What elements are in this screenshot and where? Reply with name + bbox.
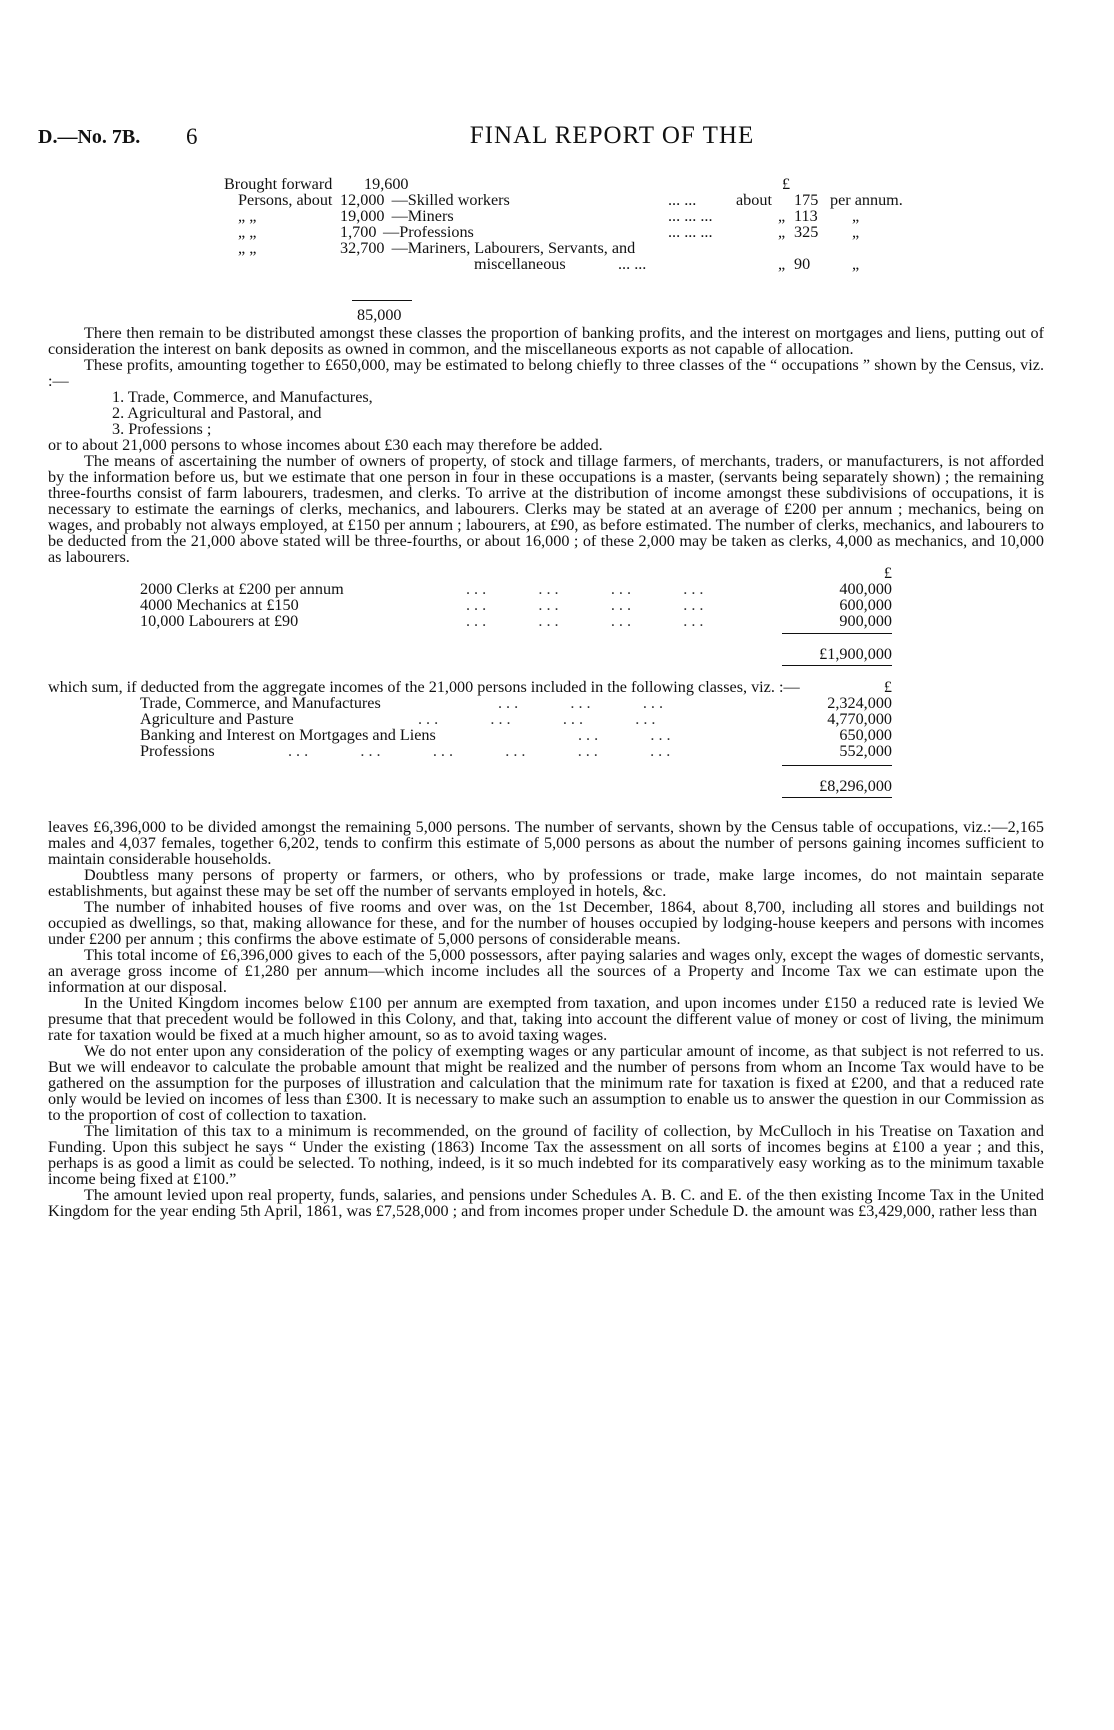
row-amount: 2,324,000	[827, 694, 892, 712]
brought-forward-value: 19,600	[364, 175, 409, 193]
row-amount: 90	[794, 255, 811, 273]
sum-rule	[782, 797, 892, 798]
table-row	[188, 208, 1044, 224]
paragraph: We do not enter upon any consideration of the policy of exempting wages or any particular amount of income, as that subject is not referred to us. But we will endeavor to calculate the probable amount that might be realized and the number of persons from whom an Income Tax would have to be gathered on the assumption for the purposes of illustration and calculation that the minimum rate for taxation is fixed at £200, and that a reduced rate only would be levied on incomes of less than £300. It is necessary to make such an assumption to enable us to answer the question in our Commission as to the proportion of cost of collection to taxation.	[48, 1042, 1044, 1124]
row-count: 1,700	[340, 223, 377, 241]
table-row	[48, 711, 1044, 727]
row-prefix: „ „	[238, 207, 257, 225]
leader-dots: ... ...	[668, 191, 697, 209]
leader-dots: ... ... ... ...	[466, 596, 708, 614]
row-description: —Miners	[391, 207, 454, 225]
paragraph: The amount levied upon real property, funds, salaries, and pensions under Schedules A. B. C. and E. of the then existing Income Tax in the United Kingdom for the year ending 5th April, 1861, was £7,528,000 ; and from incomes proper under Schedule D. the amount was £3,429,000, rather less than	[48, 1186, 1044, 1220]
table-row	[48, 695, 1044, 711]
paragraph: These profits, amounting together to £650,000, may be estimated to belong chiefly to three classes of the “ occupations ” shown by the Census, viz. :—	[48, 356, 1044, 390]
currency-header: £	[883, 564, 892, 582]
table-row	[48, 727, 1044, 743]
table-row	[188, 224, 1044, 240]
row-count: 12,000	[340, 191, 385, 209]
row-amount: 900,000	[839, 612, 892, 630]
row-label: Banking and Interest on Mortgages and Liens	[140, 726, 436, 744]
paragraph: There then remain to be distributed amongst these classes the proportion of banking profits, and the interest on mortgages and liens, putting out of consideration the interest on bank deposits as owned in common, and the miscellaneous exports as not capable of allocation.	[48, 324, 1044, 358]
leader-dots: ... ... ...	[498, 694, 667, 712]
forward-total	[188, 307, 1044, 323]
total-amount: £8,296,000	[819, 777, 892, 795]
list-item: 3. Professions ;	[112, 420, 212, 438]
leader-dots: ... ... ... ... ... ...	[288, 742, 675, 760]
row-unit: per annum.	[830, 191, 903, 209]
paragraph: The means of ascertaining the number of owners of property, of stock and tillage farmers, of merchants, traders, or manufacturers, is not afforded by the information before us, but we estimate that one person in four in these occupations is a master, (servants being separately shown) ; the remaining three-fourths consist of farm labourers, tradesmen, and clerks. To arrive at the distribution of income amongst these subdivisions of occupations, it is necessary to estimate the earnings of clerks, mechanics, and labourers. Clerks may be stated at an average of £200 per annum ; mechanics, being on wages, and probably not always employed, at £150 per annum ; labourers, at £90, as before estimated. The number of clerks, mechanics, and labourers to be deducted from the 21,000 above stated will be three-fourths, or about 16,000 ; of these 2,000 may be taken as clerks, 4,000 as mechanics, and 10,000 as labourers.	[48, 452, 1044, 566]
row-about: „	[778, 223, 786, 241]
row-about: about	[736, 191, 772, 209]
row-amount: 113	[794, 207, 818, 225]
row-prefix: Persons, about	[238, 191, 333, 209]
row-description: —Professions	[383, 223, 474, 241]
page-title: FINAL REPORT OF THE	[469, 122, 755, 149]
row-unit: „	[852, 255, 860, 273]
total-rule	[352, 300, 412, 301]
table-total	[48, 629, 1044, 673]
leader-dots: ... ... ... ...	[466, 580, 708, 598]
row-description: —Skilled workers	[391, 191, 510, 209]
table-row	[48, 743, 1044, 759]
row-description: miscellaneous	[474, 255, 566, 273]
paragraph: The limitation of this tax to a minimum is recommended, on the ground of facility of collection, by McCulloch in his Treatise on Taxation and Funding. Upon this subject he says “ Under the existing (1863) Income Tax the assessment on all sorts of incomes begins at £100 a year ; and this, perhaps is as good a limit as could be selected. To nothing, indeed, is it so much indebted for its comparatively easy working as to the minimum taxable income being fixed at £100.”	[48, 1122, 1044, 1188]
row-count: 19,000	[340, 207, 385, 225]
list-item: 1. Trade, Commerce, and Manufactures,	[112, 388, 373, 406]
table-row	[188, 192, 1044, 208]
row-label: Agriculture and Pasture	[140, 710, 294, 728]
classes-list	[48, 389, 1044, 437]
row-description: —Mariners, Labourers, Servants, and	[391, 239, 636, 257]
list-item: 2. Agricultural and Pastoral, and	[112, 404, 322, 422]
row-label: 4000 Mechanics at £150	[140, 596, 299, 614]
total-amount: £1,900,000	[819, 645, 892, 663]
paragraph: Doubtless many persons of property or farmers, or others, who by professions or trade, make large incomes, do not maintain separate establishments, but against these may be set off the number of servants employed in hotels, &c.	[48, 866, 1044, 900]
paragraph: which sum, if deducted from the aggregate incomes of the 21,000 persons included in the following classes, viz. :—	[48, 678, 800, 696]
row-label: Trade, Commerce, and Manufactures	[140, 694, 381, 712]
row-unit: „	[852, 223, 860, 241]
classes-table	[48, 679, 1044, 805]
row-amount: 600,000	[839, 596, 892, 614]
row-amount: 400,000	[839, 580, 892, 598]
leader-dots: ... ... ... ...	[418, 710, 660, 728]
row-label: 2000 Clerks at £200 per annum	[140, 580, 344, 598]
forward-total-value: 85,000	[357, 306, 402, 324]
row-label: 10,000 Labourers at £90	[140, 612, 299, 630]
row-prefix: „ „	[238, 239, 257, 257]
page-header	[38, 112, 1076, 152]
paragraph: leaves £6,396,000 to be divided amongst the remaining 5,000 persons. The number of servants, shown by the Census table of occupations, viz.:—2,165 males and 4,037 females, together 6,202, tends to confirm this estimate of 5,000 persons as about the number of persons gaining incomes sufficient to maintain considerable households.	[48, 818, 1044, 868]
leader-dots: ... ... ...	[668, 207, 713, 225]
document-reference: D.—No. 7B.	[38, 126, 141, 148]
table-row	[48, 581, 1044, 597]
table-total	[48, 759, 1044, 805]
row-amount: 175	[794, 191, 819, 209]
row-amount: 650,000	[839, 726, 892, 744]
row-about: „	[778, 207, 786, 225]
row-amount: 4,770,000	[827, 710, 892, 728]
wages-table	[48, 565, 1044, 673]
brought-forward-label: Brought forward	[224, 175, 333, 193]
row-amount: 552,000	[839, 742, 892, 760]
sum-rule	[782, 633, 892, 634]
row-unit: „	[852, 207, 860, 225]
brought-forward-table	[188, 176, 1044, 313]
sum-rule	[782, 765, 892, 766]
table-row	[48, 613, 1044, 629]
table-row	[188, 240, 1044, 256]
row-count: 32,700	[340, 239, 385, 257]
row-label: Professions	[140, 742, 215, 760]
currency-header-row	[48, 679, 1044, 695]
currency-header: £	[782, 175, 791, 193]
leader-dots: ... ...	[618, 255, 647, 273]
paragraph: In the United Kingdom incomes below £100 per annum are exempted from taxation, and upon incomes under £150 a reduced rate is levied We presume that that precedent would be followed in this Colony, and that, taking into account the different value of money or cost of living, the minimum rate for taxation would be fixed at a much higher amount, so as to avoid taxing wages.	[48, 994, 1044, 1044]
brought-forward-row	[188, 176, 1044, 192]
paragraph: The number of inhabited houses of five rooms and over was, on the 1st December, 1864, about 8,700, including all stores and buildings not occupied as dwellings, so that, making allowance for these, and for the number of houses occupied by lodging-house keepers and persons with incomes under £200 per annum ; this confirms the above estimate of 5,000 persons of considerable means.	[48, 898, 1044, 948]
closing-paragraphs	[48, 819, 1044, 1219]
currency-header-row	[48, 565, 1044, 581]
currency-header: £	[883, 678, 892, 696]
sum-rule	[782, 665, 892, 666]
row-about: „	[778, 255, 786, 273]
report-body	[48, 175, 1044, 1220]
table-row	[48, 597, 1044, 613]
leader-dots: ... ... ... ...	[466, 612, 708, 630]
leader-dots: ... ... ...	[668, 223, 713, 241]
row-prefix: „ „	[238, 223, 257, 241]
table-row	[188, 256, 1044, 272]
page-number: 6	[186, 124, 198, 149]
row-amount: 325	[794, 223, 819, 241]
paragraph: This total income of £6,396,000 gives to each of the 5,000 possessors, after paying salaries and wages only, except the wages of domestic servants, an average gross income of £1,280 per annum—which income includes all the sources of a Property and Income Tax we can estimate upon the information at our disposal.	[48, 946, 1044, 996]
leader-dots: ... ...	[578, 726, 675, 744]
paragraph: or to about 21,000 persons to whose incomes about £30 each may therefore be added.	[48, 436, 603, 454]
